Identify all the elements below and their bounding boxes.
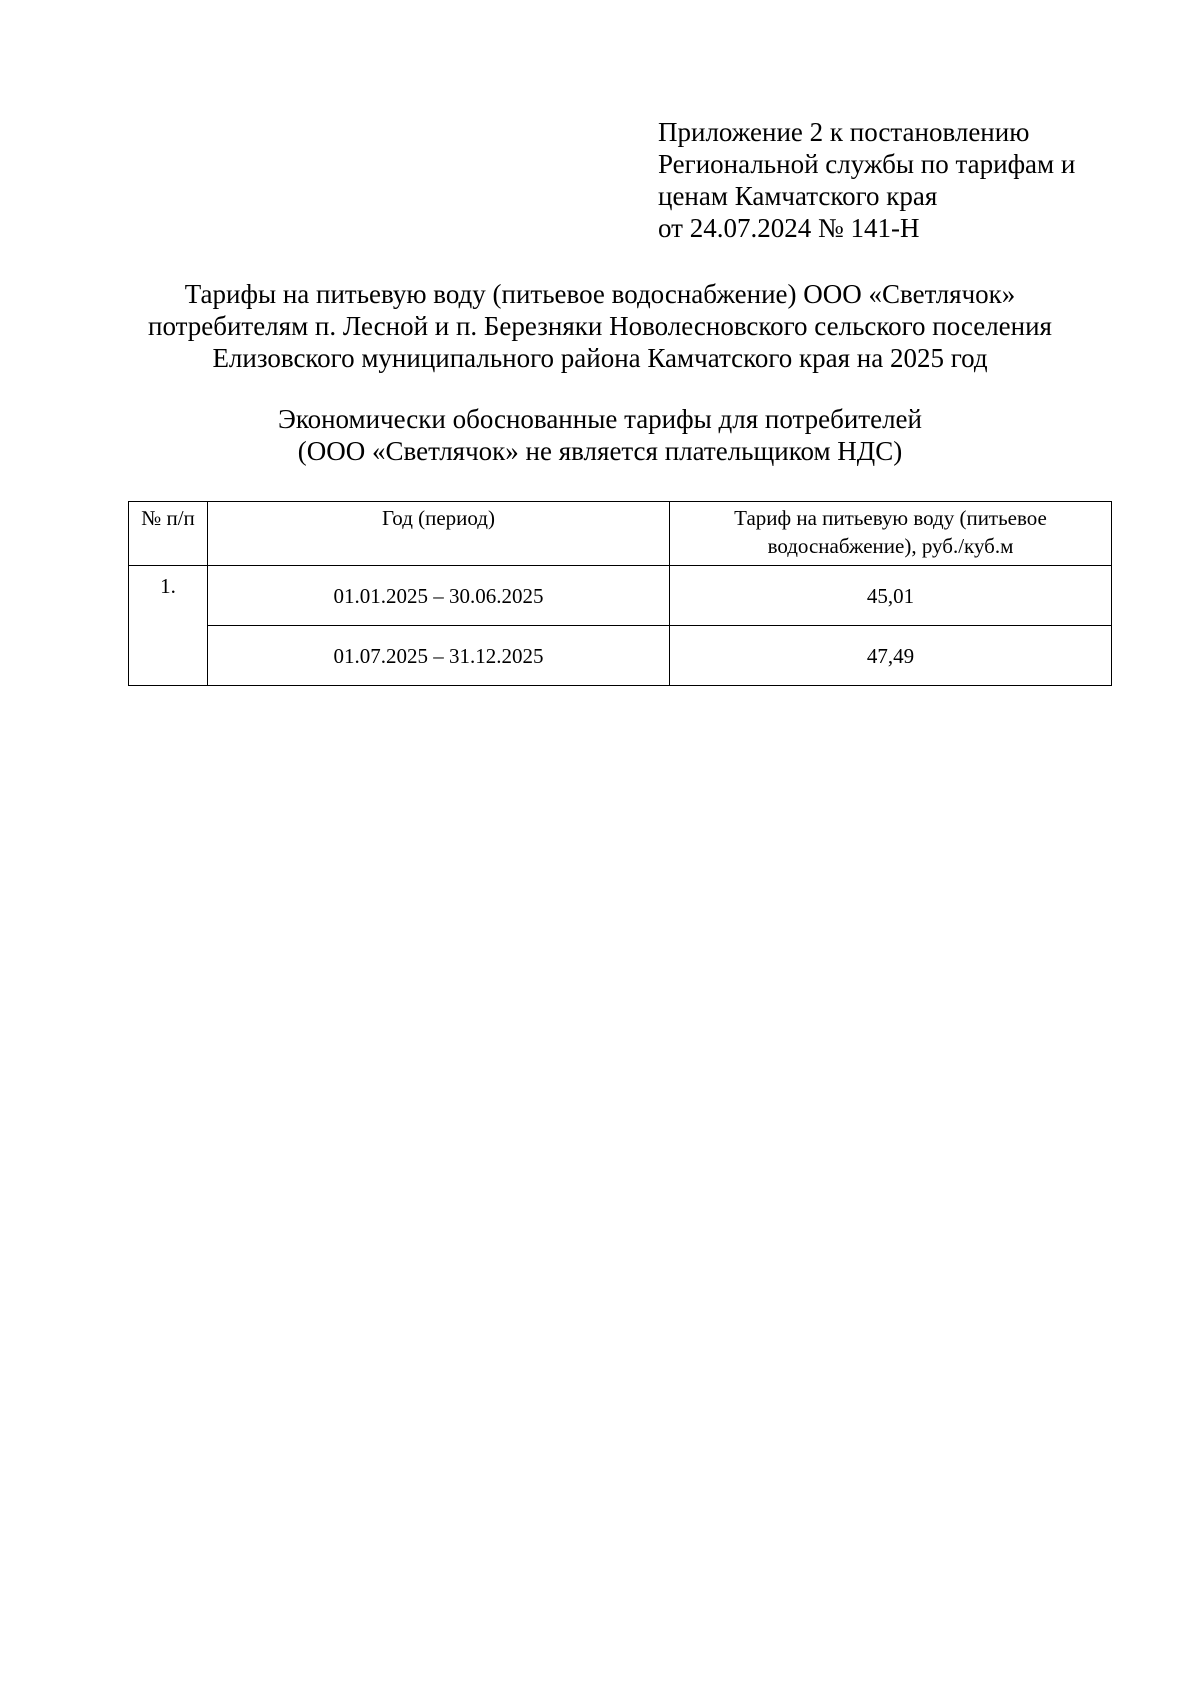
table-header-row [129,502,1112,566]
title-line: Елизовского муниципального района Камчатского края на 2025 год [212,343,988,373]
appendix-line: от 24.07.2024 № 141-Н [658,213,920,243]
header-number: № п/п [129,502,208,566]
document-title [100,278,1100,374]
appendix-block [658,116,1075,244]
table-row [129,566,1112,626]
header-period: Год (период) [208,502,670,566]
subtitle-line: (ООО «Светлячок» не является плательщиком НДС) [297,436,903,466]
period-cell: 01.01.2025 – 30.06.2025 [208,566,670,626]
period-cell: 01.07.2025 – 31.12.2025 [208,626,670,686]
appendix-line: ценам Камчатского края [658,181,938,211]
document-subtitle [100,403,1100,467]
appendix-line: Региональной службы по тарифам и [658,149,1076,179]
title-line: Тарифы на питьевую воду (питьевое водоснабжение) ООО «Светлячок» [184,279,1016,309]
header-tariff [670,502,1112,566]
appendix-line: Приложение 2 к постановлению [658,117,1030,147]
table-row [129,626,1112,686]
header-tariff-line: водоснабжение), руб./куб.м [767,534,1014,558]
tariff-table [128,501,1112,686]
tariff-cell: 45,01 [670,566,1112,626]
header-tariff-line: Тариф на питьевую воду (питьевое [734,506,1047,530]
title-line: потребителям п. Лесной и п. Березняки Новолесновского сельского поселения [148,311,1052,341]
tariff-cell: 47,49 [670,626,1112,686]
subtitle-line: Экономически обоснованные тарифы для потребителей [278,404,922,434]
row-number: 1. [129,566,208,686]
